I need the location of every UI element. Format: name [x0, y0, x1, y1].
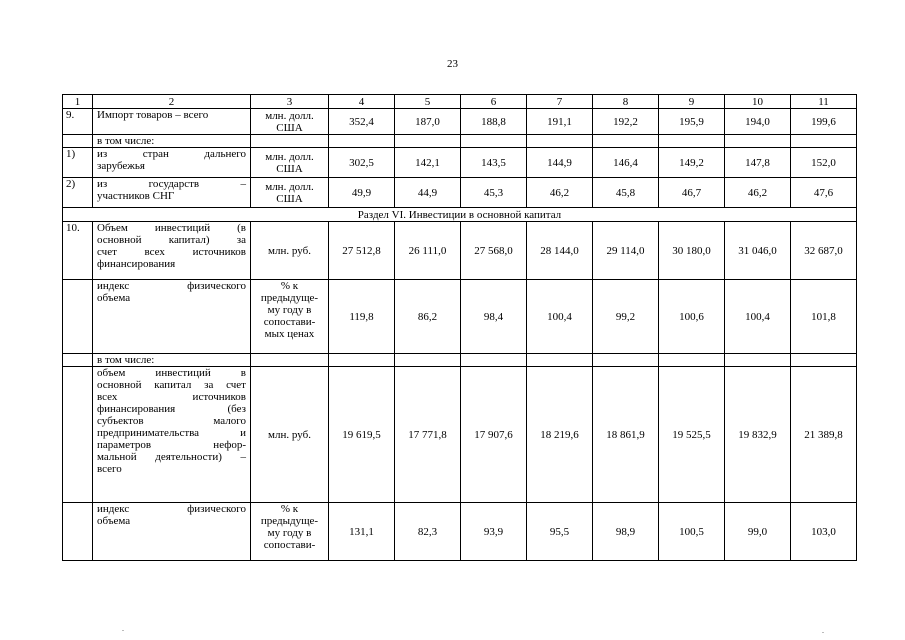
row-number: 1) [63, 148, 93, 178]
value-cell: 18 861,9 [593, 367, 659, 503]
row-number: 10. [63, 222, 93, 280]
value-cell: 146,4 [593, 148, 659, 178]
value-cell: 144,9 [527, 148, 593, 178]
header-cell: 2 [93, 95, 251, 109]
header-cell: 10 [725, 95, 791, 109]
header-cell: 3 [251, 95, 329, 109]
name-line: мальной деятельности) – [97, 451, 246, 463]
value-cell: 45,3 [461, 178, 527, 208]
name-line: параметров нефор- [97, 439, 246, 451]
value-cell: 86,2 [395, 280, 461, 354]
row-name [93, 503, 251, 561]
value-cell: 17 907,6 [461, 367, 527, 503]
value-cell: 98,4 [461, 280, 527, 354]
name-line: Объем инвестиций (в [97, 222, 246, 234]
table-row [63, 503, 857, 561]
row-name [93, 148, 251, 178]
subheading: в том числе: [93, 354, 251, 367]
row-name [93, 280, 251, 354]
table-row [63, 178, 857, 208]
name-line: всего [97, 463, 122, 475]
row-unit: млн. руб. [251, 367, 329, 503]
value-cell: 21 389,8 [791, 367, 857, 503]
subheading: в том числе: [93, 135, 251, 148]
table-row [63, 135, 857, 148]
value-cell: 32 687,0 [791, 222, 857, 280]
value-cell: 29 114,0 [593, 222, 659, 280]
table-row [63, 367, 857, 503]
value-cell: 31 046,0 [725, 222, 791, 280]
name-line: счет всех источников [97, 246, 246, 258]
name-line: участников СНГ [97, 190, 175, 202]
row-name [93, 222, 251, 280]
unit-line: США [276, 121, 303, 134]
value-cell: 101,8 [791, 280, 857, 354]
unit-line: США [276, 162, 303, 175]
value-cell: 199,6 [791, 109, 857, 135]
unit-line: млн. долл. [265, 109, 314, 122]
unit-line: % к [280, 280, 299, 292]
value-cell: 143,5 [461, 148, 527, 178]
row-unit [251, 503, 329, 561]
row-number: 2) [63, 178, 93, 208]
header-cell: 5 [395, 95, 461, 109]
row-number: 9. [63, 109, 93, 135]
unit-line: млн. долл. [265, 180, 314, 193]
table-row [63, 222, 857, 280]
value-cell: 26 111,0 [395, 222, 461, 280]
row-unit [251, 280, 329, 354]
value-cell: 188,8 [461, 109, 527, 135]
value-cell: 47,6 [791, 178, 857, 208]
row-unit: млн. руб. [251, 222, 329, 280]
unit-line: сопостави- [263, 316, 316, 328]
value-cell: 46,2 [527, 178, 593, 208]
unit-line: предыдуще- [260, 292, 319, 304]
header-cell: 4 [329, 95, 395, 109]
header-cell: 11 [791, 95, 857, 109]
value-cell: 19 619,5 [329, 367, 395, 503]
value-cell: 352,4 [329, 109, 395, 135]
value-cell: 131,1 [329, 503, 395, 561]
name-line: всех источников [97, 391, 246, 403]
table-row [63, 354, 857, 367]
value-cell: 103,0 [791, 503, 857, 561]
value-cell: 100,4 [527, 280, 593, 354]
value-cell: 27 512,8 [329, 222, 395, 280]
value-cell: 194,0 [725, 109, 791, 135]
table-row [63, 109, 857, 135]
value-cell: 27 568,0 [461, 222, 527, 280]
value-cell: 82,3 [395, 503, 461, 561]
row-unit [251, 109, 329, 135]
value-cell: 187,0 [395, 109, 461, 135]
name-line: индекс физического [97, 503, 246, 515]
unit-line: мых ценах [264, 328, 315, 340]
scan-speck [122, 630, 124, 631]
value-cell: 44,9 [395, 178, 461, 208]
name-line: субъектов малого [97, 415, 246, 427]
name-line: основной капитал) за [97, 234, 246, 246]
value-cell: 98,9 [593, 503, 659, 561]
name-line: из государств – [97, 178, 246, 190]
value-cell: 99,2 [593, 280, 659, 354]
value-cell: 30 180,0 [659, 222, 725, 280]
name-line: из стран дальнего [97, 148, 246, 160]
table-row [63, 148, 857, 178]
value-cell: 28 144,0 [527, 222, 593, 280]
name-line: объема [97, 292, 131, 304]
header-cell: 6 [461, 95, 527, 109]
unit-line: му году в [267, 527, 312, 539]
section-row [63, 208, 857, 222]
value-cell: 100,6 [659, 280, 725, 354]
value-cell: 46,2 [725, 178, 791, 208]
value-cell: 152,0 [791, 148, 857, 178]
value-cell: 142,1 [395, 148, 461, 178]
name-line: объем инвестиций в [97, 367, 246, 379]
value-cell: 19 525,5 [659, 367, 725, 503]
value-cell: 147,8 [725, 148, 791, 178]
unit-line: % к [280, 503, 299, 515]
value-cell: 99,0 [725, 503, 791, 561]
value-cell: 45,8 [593, 178, 659, 208]
value-cell: 191,1 [527, 109, 593, 135]
unit-line: США [276, 192, 303, 205]
value-cell: 93,9 [461, 503, 527, 561]
value-cell: 149,2 [659, 148, 725, 178]
value-cell: 100,5 [659, 503, 725, 561]
value-cell: 192,2 [593, 109, 659, 135]
header-cell: 1 [63, 95, 93, 109]
value-cell: 119,8 [329, 280, 395, 354]
row-name [93, 178, 251, 208]
value-cell: 95,5 [527, 503, 593, 561]
value-cell: 49,9 [329, 178, 395, 208]
scan-speck [822, 632, 824, 633]
row-name: Импорт товаров – всего [93, 109, 251, 135]
unit-line: сопостави- [263, 539, 316, 551]
name-line: зарубежья [97, 160, 145, 172]
name-line: основной капитал за счет [97, 379, 246, 391]
name-line: предпринимательства и [97, 427, 246, 439]
table-header-row [63, 95, 857, 109]
row-unit [251, 178, 329, 208]
header-cell: 9 [659, 95, 725, 109]
value-cell: 18 219,6 [527, 367, 593, 503]
unit-line: млн. долл. [265, 150, 314, 163]
unit-line: предыдуще- [260, 515, 319, 527]
name-line: финансирования [97, 258, 176, 270]
name-line: индекс физического [97, 280, 246, 292]
value-cell: 195,9 [659, 109, 725, 135]
row-unit [251, 148, 329, 178]
statistics-table [62, 94, 857, 561]
value-cell: 100,4 [725, 280, 791, 354]
value-cell: 17 771,8 [395, 367, 461, 503]
section-title: Раздел VI. Инвестиции в основной капитал [63, 208, 857, 222]
row-name [93, 367, 251, 503]
name-line: финансирования (без [97, 403, 246, 415]
header-cell: 8 [593, 95, 659, 109]
table-row [63, 280, 857, 354]
value-cell: 46,7 [659, 178, 725, 208]
unit-line: му году в [267, 304, 312, 316]
page-number: 23 [447, 58, 458, 70]
name-line: объема [97, 515, 131, 527]
header-cell: 7 [527, 95, 593, 109]
value-cell: 19 832,9 [725, 367, 791, 503]
value-cell: 302,5 [329, 148, 395, 178]
